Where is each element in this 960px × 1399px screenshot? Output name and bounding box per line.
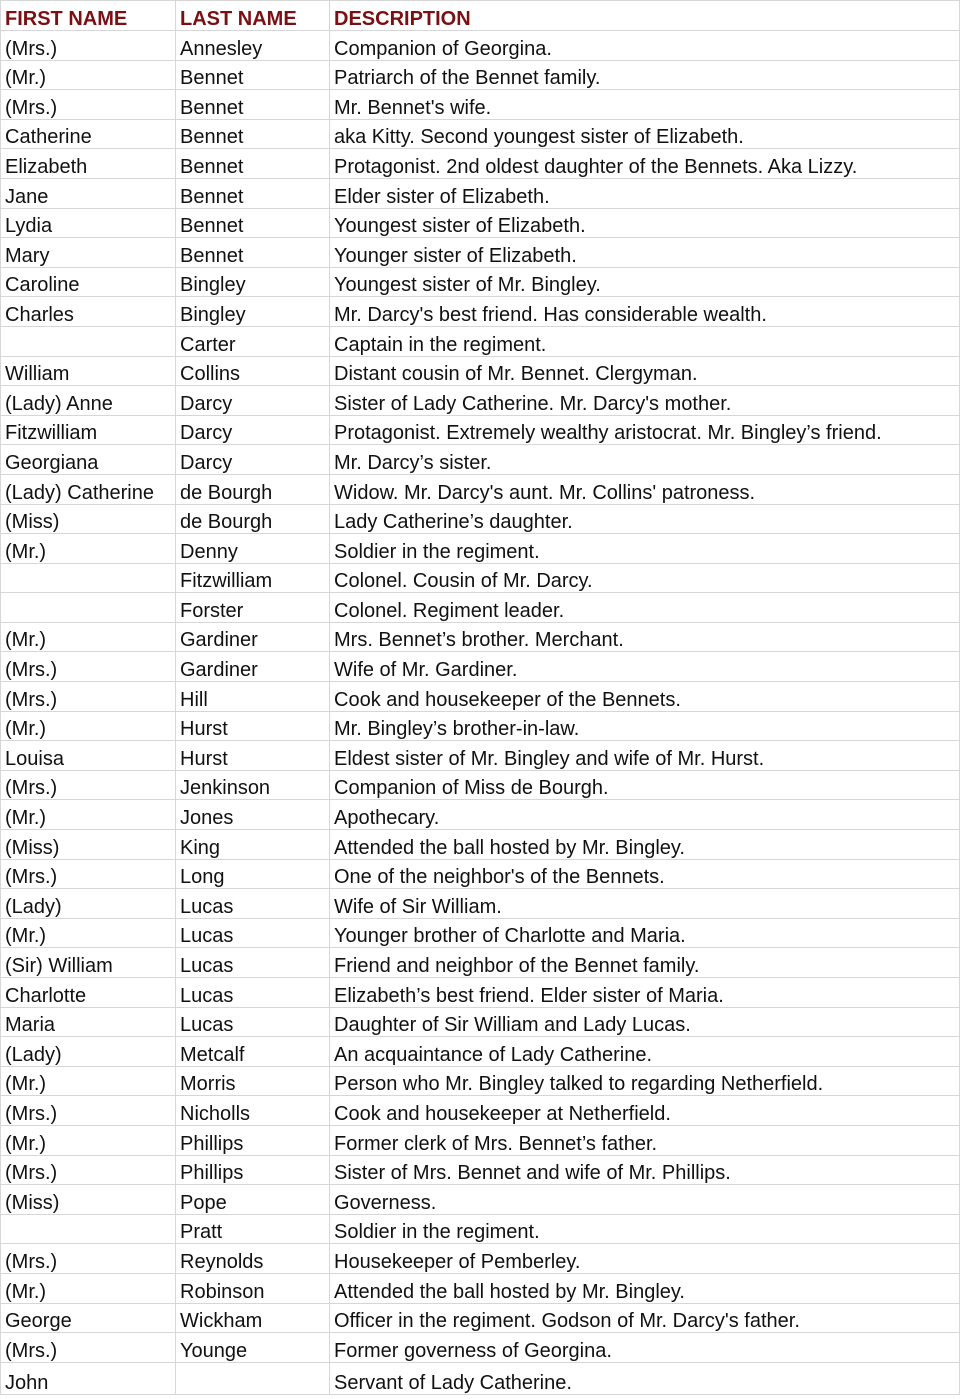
last-name-cell: Metcalf [176,1037,330,1067]
table-row [1,31,960,61]
first-name-cell: (Mrs.) [1,652,176,682]
last-name-cell: Lucas [176,948,330,978]
last-name-cell: Phillips [176,1155,330,1185]
last-name-cell: Bennet [176,149,330,179]
first-name-cell: (Mrs.) [1,1096,176,1126]
table-row [1,563,960,593]
header-description: DESCRIPTION [330,1,960,31]
table-row [1,208,960,238]
last-name-cell: Gardiner [176,622,330,652]
first-name-cell: Elizabeth [1,149,176,179]
table-row [1,1096,960,1126]
first-name-cell: Fitzwilliam [1,415,176,445]
last-name-cell: Nicholls [176,1096,330,1126]
description-cell: Lady Catherine’s daughter. [330,504,960,534]
last-name-cell: Hurst [176,711,330,741]
first-name-cell [1,593,176,623]
first-name-cell: Mary [1,238,176,268]
first-name-cell: (Mr.) [1,800,176,830]
last-name-cell: Lucas [176,918,330,948]
description-cell: Daughter of Sir William and Lady Lucas. [330,1007,960,1037]
first-name-cell: Caroline [1,267,176,297]
first-name-cell: (Mr.) [1,1066,176,1096]
description-cell: Colonel. Regiment leader. [330,593,960,623]
first-name-cell: (Sir) William [1,948,176,978]
table-row [1,711,960,741]
first-name-cell: Lydia [1,208,176,238]
description-cell: An acquaintance of Lady Catherine. [330,1037,960,1067]
last-name-cell: Jones [176,800,330,830]
header-last-name: LAST NAME [176,1,330,31]
table-row [1,1155,960,1185]
description-cell: aka Kitty. Second youngest sister of Elizabeth. [330,119,960,149]
last-name-cell: Bennet [176,238,330,268]
last-name-cell: de Bourgh [176,474,330,504]
last-name-cell: Denny [176,534,330,564]
first-name-cell [1,326,176,356]
table-row [1,386,960,416]
description-cell: Companion of Georgina. [330,31,960,61]
table-row [1,1273,960,1303]
last-name-cell: Reynolds [176,1244,330,1274]
last-name-cell: Bennet [176,119,330,149]
last-name-cell: Hurst [176,741,330,771]
table-row [1,356,960,386]
table-row [1,504,960,534]
description-cell: Soldier in the regiment. [330,534,960,564]
table-row [1,622,960,652]
first-name-cell: (Mr.) [1,918,176,948]
description-cell: Elder sister of Elizabeth. [330,178,960,208]
description-cell: One of the neighbor's of the Bennets. [330,859,960,889]
first-name-cell: (Mr.) [1,60,176,90]
table-row [1,770,960,800]
table-row [1,474,960,504]
last-name-cell: Collins [176,356,330,386]
last-name-cell: Hill [176,682,330,712]
description-cell: Widow. Mr. Darcy's aunt. Mr. Collins' patroness. [330,474,960,504]
first-name-cell: Jane [1,178,176,208]
first-name-cell: William [1,356,176,386]
first-name-cell: (Mrs.) [1,859,176,889]
first-name-cell: (Mrs.) [1,90,176,120]
first-name-cell: Charlotte [1,978,176,1008]
first-name-cell: (Mrs.) [1,1333,176,1363]
first-name-cell: Louisa [1,741,176,771]
description-cell: Friend and neighbor of the Bennet family. [330,948,960,978]
description-cell: Protagonist. 2nd oldest daughter of the Bennets. Aka Lizzy. [330,149,960,179]
description-cell: Sister of Mrs. Bennet and wife of Mr. Phillips. [330,1155,960,1185]
header-row [1,1,960,31]
description-cell: Soldier in the regiment. [330,1214,960,1244]
description-cell: Cook and housekeeper at Netherfield. [330,1096,960,1126]
table-row [1,741,960,771]
last-name-cell: Younge [176,1333,330,1363]
description-cell: Governess. [330,1185,960,1215]
description-cell: Person who Mr. Bingley talked to regarding Netherfield. [330,1066,960,1096]
last-name-cell: Bingley [176,267,330,297]
first-name-cell: Maria [1,1007,176,1037]
description-cell: Attended the ball hosted by Mr. Bingley. [330,830,960,860]
first-name-cell: (Mrs.) [1,682,176,712]
table-row [1,1244,960,1274]
first-name-cell: (Miss) [1,504,176,534]
table-row [1,178,960,208]
description-cell: Distant cousin of Mr. Bennet. Clergyman. [330,356,960,386]
first-name-cell: (Mrs.) [1,770,176,800]
table-row [1,267,960,297]
description-cell: Cook and housekeeper of the Bennets. [330,682,960,712]
first-name-cell: (Lady) [1,889,176,919]
first-name-cell: Charles [1,297,176,327]
first-name-cell: (Lady) Catherine [1,474,176,504]
last-name-cell: Lucas [176,889,330,919]
description-cell: Wife of Sir William. [330,889,960,919]
last-name-cell: Lucas [176,1007,330,1037]
last-name-cell: Darcy [176,386,330,416]
last-name-cell: Robinson [176,1273,330,1303]
description-cell: Sister of Lady Catherine. Mr. Darcy's mother. [330,386,960,416]
first-name-cell: (Mrs.) [1,31,176,61]
first-name-cell: Catherine [1,119,176,149]
table-row [1,149,960,179]
first-name-cell: (Miss) [1,1185,176,1215]
last-name-cell: Fitzwilliam [176,563,330,593]
last-name-cell: Annesley [176,31,330,61]
last-name-cell: Phillips [176,1125,330,1155]
description-cell: Mr. Darcy's best friend. Has considerable wealth. [330,297,960,327]
last-name-cell: Wickham [176,1303,330,1333]
table-row [1,1125,960,1155]
table-row [1,1066,960,1096]
description-cell: Younger sister of Elizabeth. [330,238,960,268]
table-row [1,682,960,712]
description-cell: Attended the ball hosted by Mr. Bingley. [330,1273,960,1303]
header-first-name: FIRST NAME [1,1,176,31]
table-row [1,445,960,475]
table-row [1,1185,960,1215]
description-cell: Captain in the regiment. [330,326,960,356]
description-cell: Mrs. Bennet’s brother. Merchant. [330,622,960,652]
table-row [1,415,960,445]
first-name-cell: (Mrs.) [1,1244,176,1274]
description-cell: Mr. Darcy’s sister. [330,445,960,475]
table-row [1,1214,960,1244]
first-name-cell [1,563,176,593]
last-name-cell [176,1362,330,1394]
table-row [1,1362,960,1394]
table-row [1,238,960,268]
last-name-cell: de Bourgh [176,504,330,534]
last-name-cell: Pope [176,1185,330,1215]
description-cell: Younger brother of Charlotte and Maria. [330,918,960,948]
last-name-cell: Carter [176,326,330,356]
description-cell: Patriarch of the Bennet family. [330,60,960,90]
last-name-cell: Jenkinson [176,770,330,800]
table-row [1,978,960,1008]
table-row [1,534,960,564]
description-cell: Colonel. Cousin of Mr. Darcy. [330,563,960,593]
table-row [1,948,960,978]
table-row [1,90,960,120]
description-cell: Companion of Miss de Bourgh. [330,770,960,800]
table-row [1,593,960,623]
first-name-cell: (Lady) [1,1037,176,1067]
description-cell: Former clerk of Mrs. Bennet’s father. [330,1125,960,1155]
last-name-cell: Bingley [176,297,330,327]
last-name-cell: Long [176,859,330,889]
table-row [1,1037,960,1067]
table-row [1,1007,960,1037]
last-name-cell: Bennet [176,90,330,120]
description-cell: Eldest sister of Mr. Bingley and wife of Mr. Hurst. [330,741,960,771]
table-row [1,859,960,889]
description-cell: Wife of Mr. Gardiner. [330,652,960,682]
first-name-cell: (Mrs.) [1,1155,176,1185]
first-name-cell: (Mr.) [1,534,176,564]
table-row [1,60,960,90]
last-name-cell: Darcy [176,415,330,445]
last-name-cell: Darcy [176,445,330,475]
table-row [1,119,960,149]
first-name-cell: (Mr.) [1,1273,176,1303]
table-row [1,918,960,948]
first-name-cell: (Mr.) [1,1125,176,1155]
first-name-cell: (Mr.) [1,711,176,741]
last-name-cell: Bennet [176,178,330,208]
first-name-cell: Georgiana [1,445,176,475]
first-name-cell: (Lady) Anne [1,386,176,416]
table-row [1,800,960,830]
description-cell: Former governess of Georgina. [330,1333,960,1363]
description-cell: Youngest sister of Elizabeth. [330,208,960,238]
last-name-cell: Morris [176,1066,330,1096]
first-name-cell: John [1,1362,176,1394]
last-name-cell: Pratt [176,1214,330,1244]
description-cell: Youngest sister of Mr. Bingley. [330,267,960,297]
table-row [1,830,960,860]
table-row [1,1333,960,1363]
table-row [1,297,960,327]
table-row [1,1303,960,1333]
description-cell: Servant of Lady Catherine. [330,1362,960,1394]
last-name-cell: Lucas [176,978,330,1008]
last-name-cell: King [176,830,330,860]
last-name-cell: Bennet [176,60,330,90]
last-name-cell: Gardiner [176,652,330,682]
table-row [1,889,960,919]
last-name-cell: Forster [176,593,330,623]
description-cell: Protagonist. Extremely wealthy aristocrat. Mr. Bingley’s friend. [330,415,960,445]
description-cell: Mr. Bennet's wife. [330,90,960,120]
first-name-cell: (Mr.) [1,622,176,652]
description-cell: Mr. Bingley’s brother-in-law. [330,711,960,741]
description-cell: Housekeeper of Pemberley. [330,1244,960,1274]
first-name-cell [1,1214,176,1244]
first-name-cell: (Miss) [1,830,176,860]
description-cell: Elizabeth’s best friend. Elder sister of Maria. [330,978,960,1008]
last-name-cell: Bennet [176,208,330,238]
description-cell: Apothecary. [330,800,960,830]
table-row [1,326,960,356]
first-name-cell: George [1,1303,176,1333]
table-row [1,652,960,682]
description-cell: Officer in the regiment. Godson of Mr. Darcy's father. [330,1303,960,1333]
